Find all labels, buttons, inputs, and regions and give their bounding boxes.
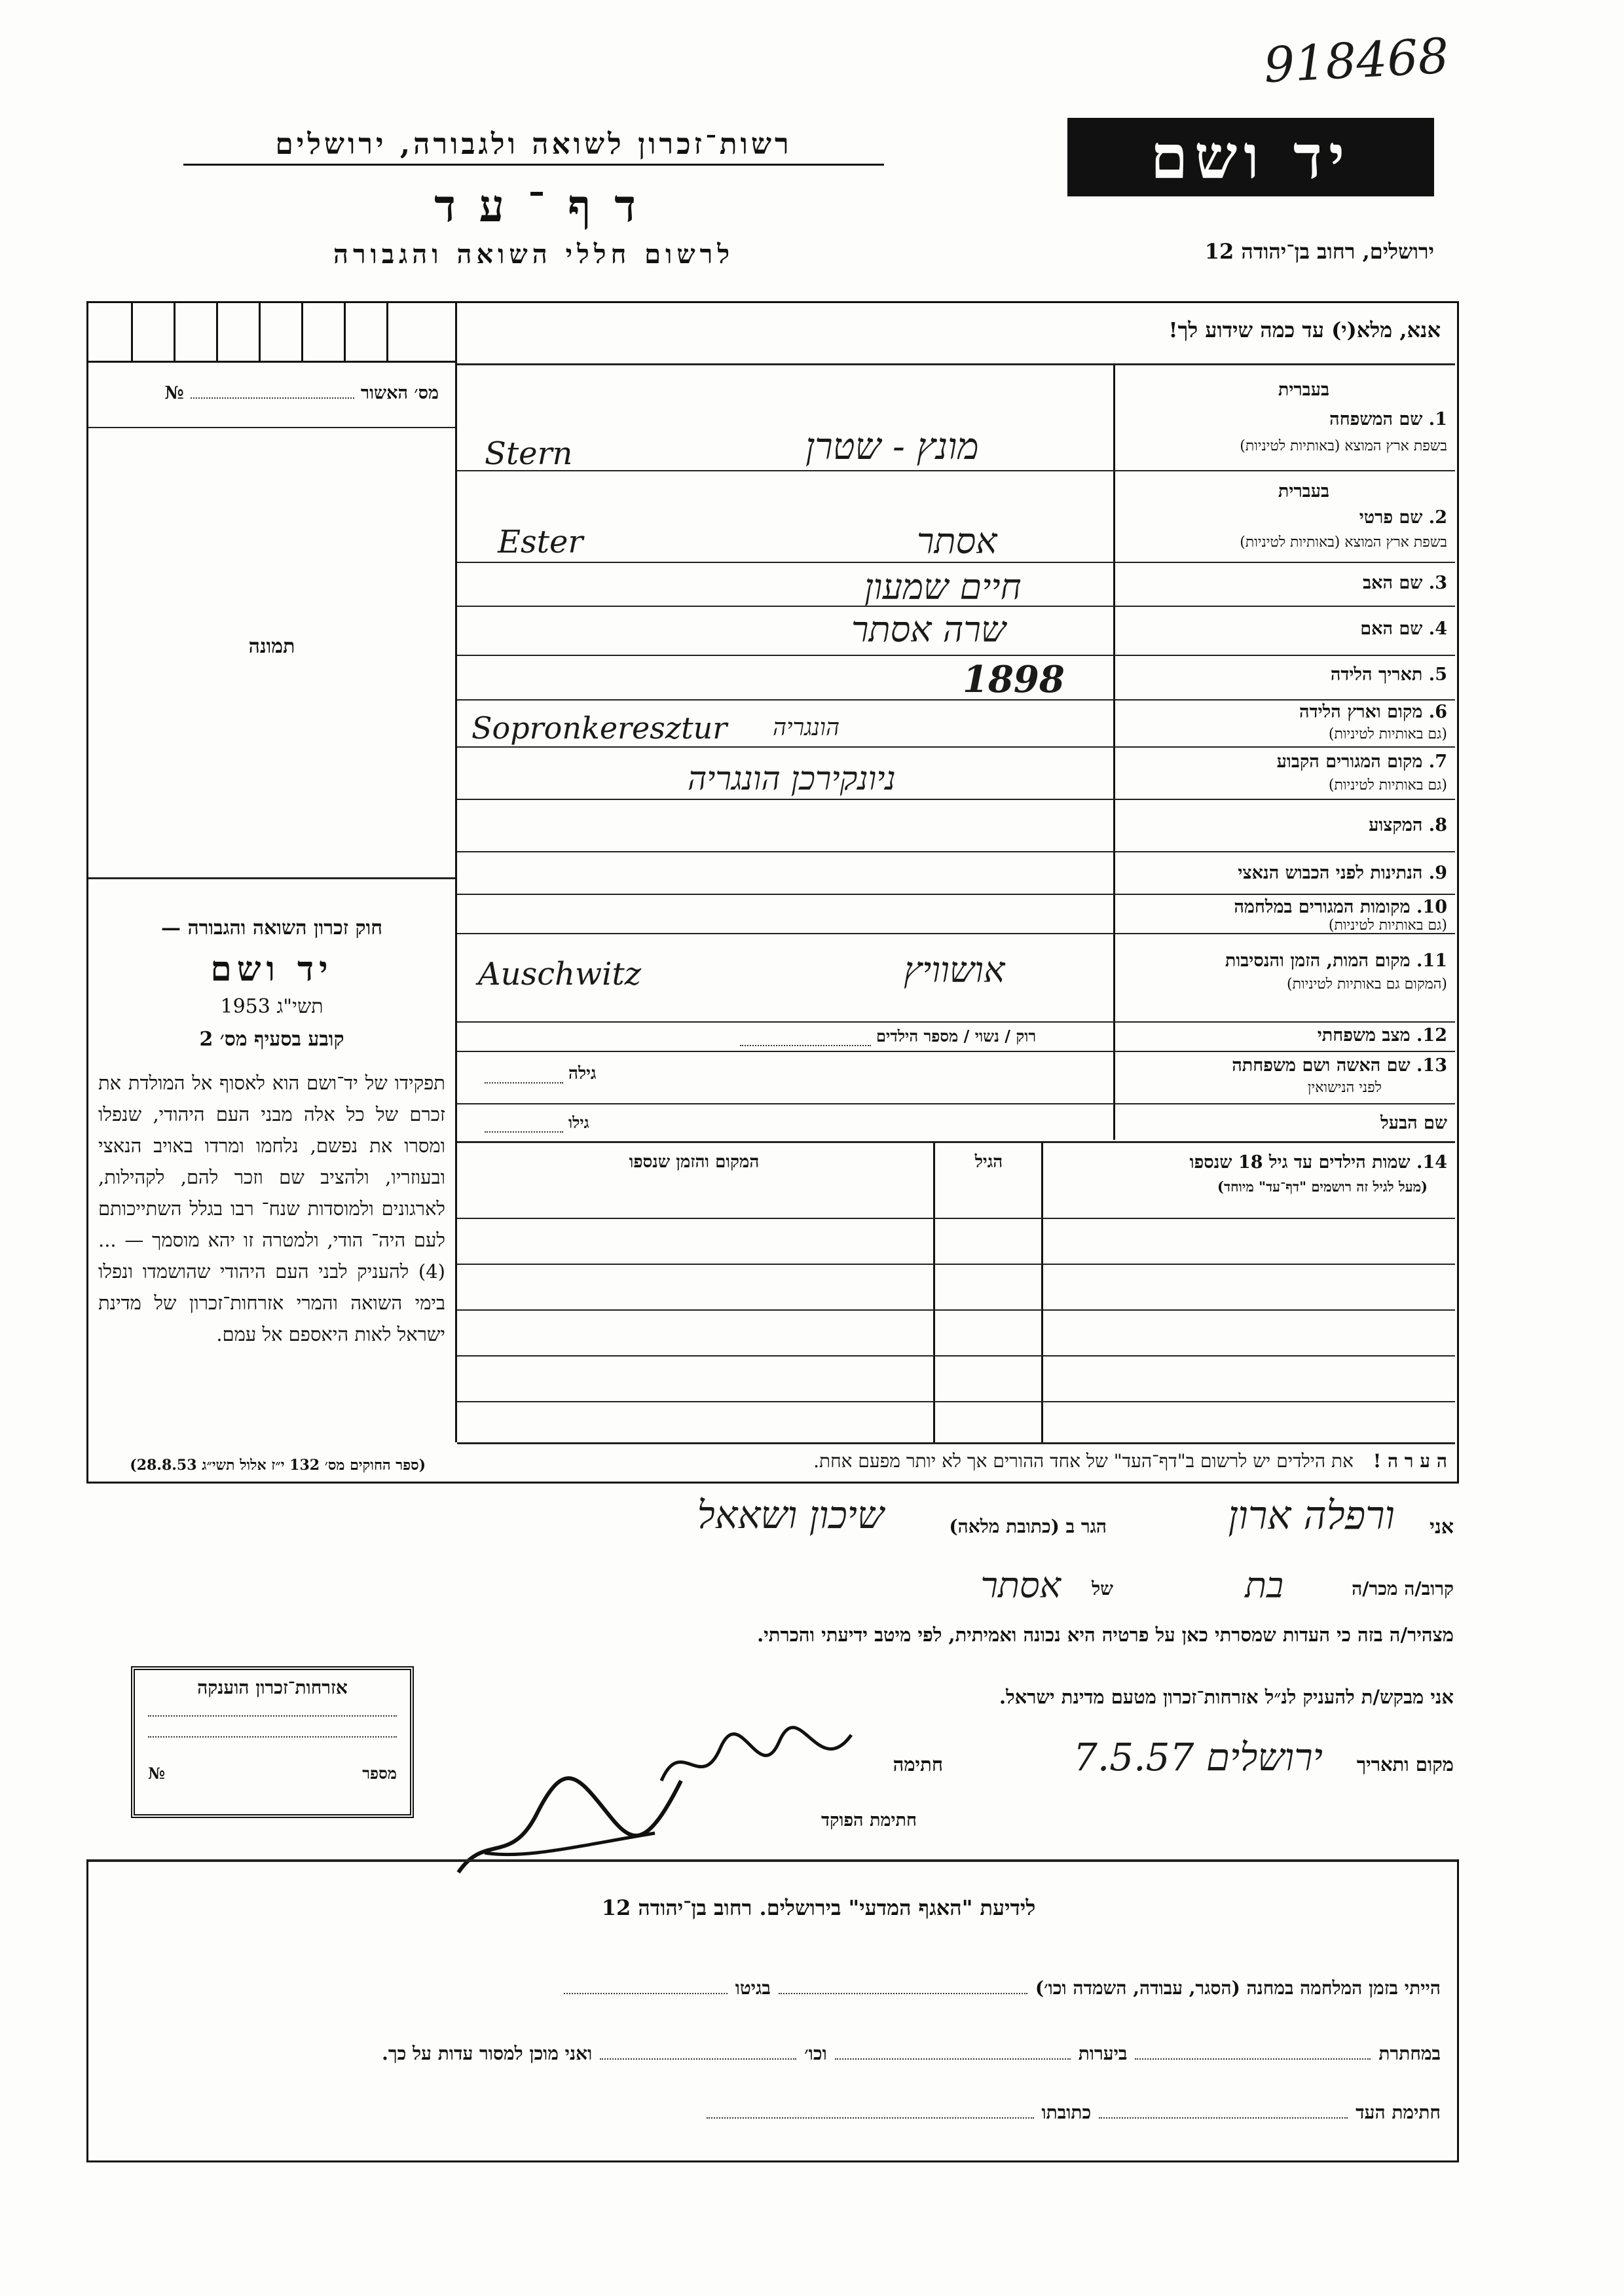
photo-label: תמונה [248,635,295,658]
footer-notice: לידיעת "האגף המדעי" בירושלים. רחוב בן־יהודה 12 [601,1895,1036,1920]
label-residence [1277,752,1447,772]
father-name-value[interactable]: חיים שמעון [864,566,1022,608]
field-label: מקום המגורים הקבוע [1276,752,1423,772]
citizenship-box [131,1666,414,1818]
label-war-residence [1234,897,1447,917]
field-label: שם פרטי [1359,507,1423,528]
field-label: הנתינות לפני הכבוש הנאצי [1238,863,1423,883]
declarant-name[interactable]: ורפלה ארון [1228,1493,1395,1539]
sub-first-name: בשפת ארץ המוצא (באותיות לטיניות) [1240,534,1447,551]
label-family-name [1329,409,1447,429]
field-label: מצב משפחתי [1317,1025,1411,1046]
children-age-col: הגיל [974,1152,1003,1172]
table-row[interactable] [457,1218,1455,1219]
birth-date-value[interactable]: 1898 [963,658,1065,701]
death-place-hebrew[interactable]: אושוויץ [904,949,1005,991]
field-label: שם הבעל [1380,1113,1447,1133]
field-num: 9. [1428,863,1447,883]
logo-text: יד ושם [1150,122,1352,192]
citizenship-number-label: מספר [362,1764,397,1783]
husband-age-field[interactable] [485,1113,589,1133]
age-label: גילו [568,1113,589,1132]
label-hebrew-1: בעברית [1278,380,1329,400]
field-label: מקומות המגורים במלחמה [1234,897,1411,917]
resides-label: הגר ב (כתובת מלאה) [949,1516,1107,1537]
table-row[interactable] [457,1401,1455,1402]
relation-line [458,1561,1454,1607]
label-father-name [1363,573,1447,593]
label-occupation [1369,815,1447,835]
wife-age-field[interactable] [485,1064,597,1084]
table-row[interactable] [457,1264,1455,1265]
declarant-address[interactable]: שיכון ושאאל [697,1493,884,1537]
field-label: המקצוע [1369,815,1423,835]
table-row[interactable] [457,1355,1455,1357]
field-num: 10. [1416,897,1447,917]
signature-label: חתימה [893,1753,943,1776]
declaration-line-1 [458,1493,1454,1545]
sub-family-name: בשפת ארץ המוצא (באותיות לטיניות) [1240,438,1447,454]
family-name-hebrew[interactable]: מונץ - שטרן [805,426,979,468]
citizenship-title: אזרחות־זכרון הוענקה [197,1677,348,1698]
first-name-latin[interactable]: Ester [498,524,583,560]
marital-options [740,1027,1036,1046]
field-num: 7. [1428,752,1447,772]
i-label: אני [1430,1516,1454,1539]
marital-options-text: רוק / נשוי / מספר הילדים [876,1027,1037,1046]
ghetto-label: בגיטו [735,1977,771,1999]
label-mother-name [1360,619,1447,639]
field-label: שם האשה ושם משפחתה [1232,1055,1411,1076]
sub-death-place: (המקום גם באותיות לטיניות) [1287,976,1447,993]
etc-label: וכו׳ [804,2043,827,2064]
note-label: ה ע ר ה ! [1373,1450,1447,1472]
witness-address-label: כתובתו [1041,2102,1092,2123]
sub-wife-name: לפני הנישואין [1307,1080,1382,1096]
relative-label: קרוב/ה מכר/ה [1352,1578,1454,1599]
citizenship-request: אני מבקש/ת להעניק לנ״ל אזרחות־זכרון מטעם מדינת ישראל. [999,1686,1454,1708]
field-num: 6. [1428,702,1447,722]
approval-no-sign: № [164,383,184,403]
page-number: 918468 [1262,27,1450,94]
field-num: 4. [1428,619,1447,639]
field-num: 5. [1428,665,1447,685]
family-name-latin[interactable]: Stern [485,435,573,472]
official-signature-label: חתימת הפוקד [821,1810,917,1831]
sub-birth-place: (גם באותיות לטיניות) [1328,726,1447,742]
label-birth-place [1299,702,1447,722]
forests-label: ביערות [1078,2043,1128,2064]
first-name-hebrew[interactable]: אסתר [917,520,997,562]
law-reference: (ספר החוקים מס׳ 132 י״ז אלול תשי״ג 28.8.53) [130,1457,426,1474]
field-num: 3. [1428,573,1447,593]
birth-country-value[interactable]: הונגריה [773,714,840,741]
label-first-name [1359,507,1447,528]
law-clause: קובע בסעיף מס׳ 2 [199,1028,344,1051]
field-label: תאריך הלידה [1330,665,1423,685]
label-death-place [1225,951,1447,971]
declaration-statement: מצהיר/ה בזה כי העדות שמסרתי כאן על פרטיה היא נכונה ואמיתית, לפי מיטב ידיעתי והכרתי. [757,1624,1454,1646]
field-num: 1. [1428,409,1447,429]
form-subtitle: לרשום חללי השואה והגבורה [333,239,735,270]
field-num: 13. [1416,1055,1447,1076]
relative-value[interactable]: בת [1245,1565,1283,1606]
death-place-latin[interactable]: Auschwitz [478,956,642,993]
form-title: ד ף ־ ע ד [434,180,640,232]
code-boxes [88,303,455,363]
field-num: 12. [1416,1025,1447,1046]
label-hebrew-2: בעברית [1278,481,1329,501]
instruction-text: אנא, מלא(י) עד כמה שידוע לך! [1168,318,1441,342]
field-label: מקום וארץ הלידה [1299,702,1423,722]
law-year: תשי"ג 1953 [220,995,323,1018]
label-marital-status [1318,1025,1447,1046]
label-husband-name [1380,1113,1447,1133]
underground-label: במחתרת [1378,2043,1441,2064]
field-label: שם המשפחה [1329,409,1423,429]
children-sub: (מעל לגיל זה רושמים "דף־עד" מיוחד) [1217,1178,1428,1195]
law-body: תפקידו של יד־ושם הוא לאסוף אל המולדת את זכרם של כל אלה מבני העם היהודי, שנפלו ומסרו את נפשם, נלחמו ומרדו באויב הנאצי ובעוזריו, ולהציב שם וזכר להם, לקהילות, לארגונים ולמוסדות שנח־ רבו בגלל השתייכותם לעם היה־ הודי, ולמטרה זו יהא מוסמך — ...(4) להעניק לבני העם היהודי שהושמדו ונפלו בימי השואה והמרי אזרחות־זכרון של מדינת ישראל לאות היאספם אל עמם. [98,1072,445,1345]
children-heading: 14. שמות הילדים עד גיל 18 שנספו [1189,1152,1447,1173]
yad-vashem-logo [1067,118,1434,196]
field-label: שם האב [1363,573,1423,593]
field-num: 8. [1428,815,1447,835]
residence-value[interactable]: ניונקירכן הונגריה [688,759,896,797]
testimony-label: ואני מוכן למסור עדות על כך. [382,2043,593,2064]
camp-label: הייתי בזמן המלחמה במחנה (הסגר, עבודה, השמדה וכו׳) [1035,1977,1441,1999]
place-date-value[interactable]: ירושלים 7.5.57 [1073,1735,1323,1779]
label-wife-name [1232,1055,1447,1076]
label-nationality [1238,863,1447,883]
of-label: של [1092,1578,1113,1599]
law-name: יד ושם [210,949,333,989]
children-place-col: המקום והזמן שנספו [629,1152,760,1172]
sub-war-residence: (גם באותיות לטיניות) [1328,917,1447,934]
field-num: 11. [1416,951,1447,971]
birth-place-latin[interactable]: Sopronkeresztur [471,710,728,746]
of-value[interactable]: אסתר [980,1565,1061,1606]
place-date-label: מקום ותאריך [1356,1753,1454,1776]
age-label: גילה [568,1064,597,1084]
field-label: מקום המות, הזמן והנסיבות [1225,951,1411,971]
note-text: את הילדים יש לרשום ב"דף־העד" של אחד ההורים אך לא יותר מפעם אחת. [813,1450,1354,1472]
table-row[interactable] [457,1309,1455,1311]
approval-number-field[interactable] [111,383,439,403]
address-line: ירושלים, רחוב בן־יהודה 12 [1204,239,1434,264]
citizenship-no-sign: № [148,1764,166,1783]
footer-frame [86,1859,1459,2162]
field-num: 2. [1428,507,1447,528]
approval-label: מס׳ האשור [360,383,439,403]
law-heading: חוק זכרון השואה והגבורה — [161,917,382,939]
label-birth-date [1331,665,1447,685]
witness-signature-label: חתימת העד [1356,2102,1441,2123]
sub-residence: (גם באותיות לטיניות) [1328,777,1447,793]
mother-name-value[interactable]: שרה אסתר [851,609,1006,650]
authority-heading: רשות־זכרון לשואה ולגבורה, ירושלים [183,128,884,166]
field-label: שם האם [1360,619,1423,639]
note-row [458,1450,1447,1472]
